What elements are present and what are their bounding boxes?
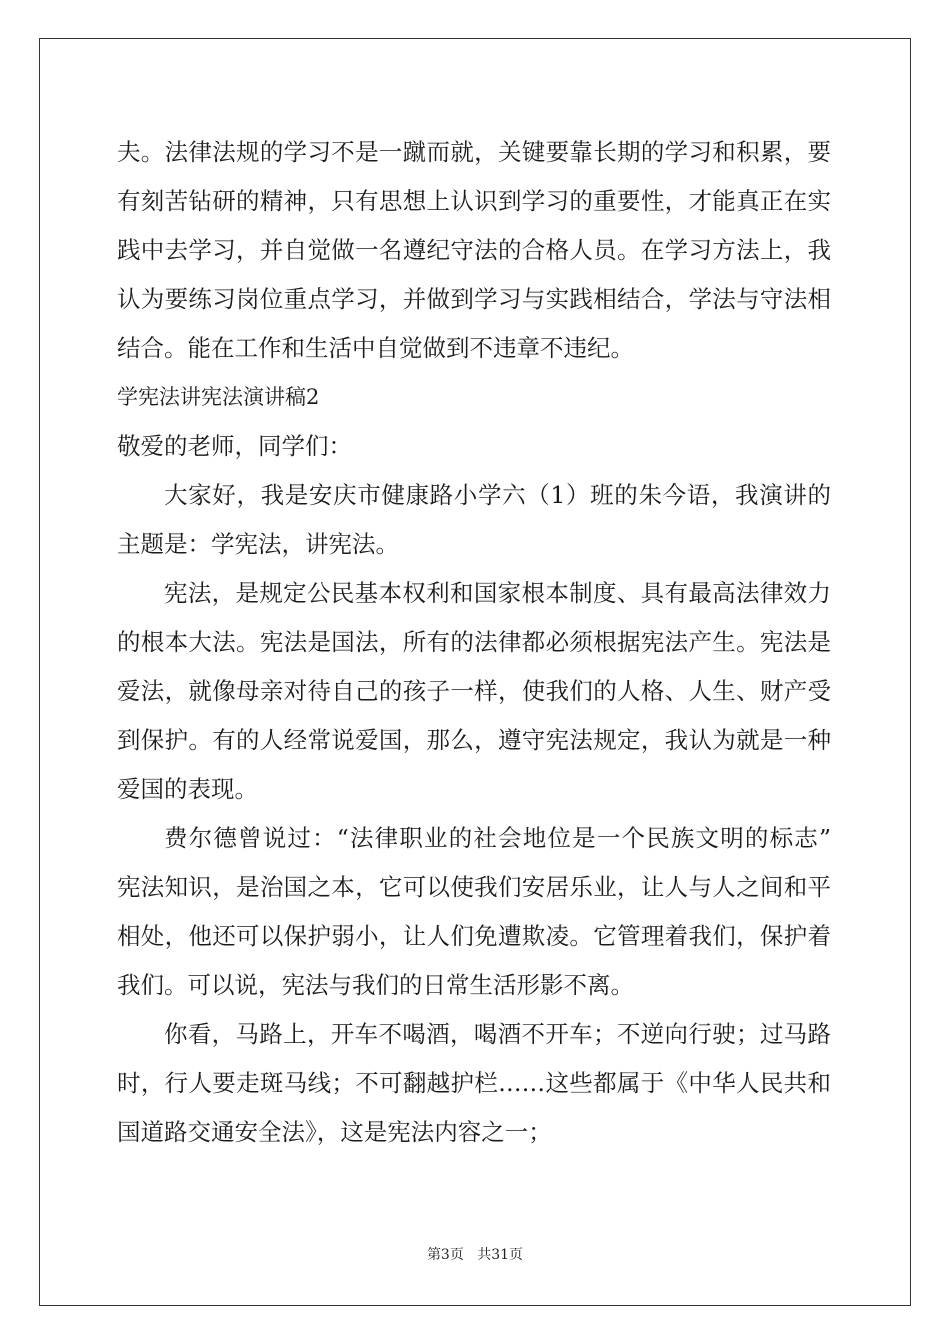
text-line: 宪法，是规定公民基本权利和国家根本制度、具有最高法律效力 — [164, 579, 831, 607]
page-footer — [0, 1244, 950, 1264]
text-line: 爱国的表现。 — [117, 775, 258, 803]
text-line: 国道路交通安全法》，这是宪法内容之一； — [117, 1118, 552, 1146]
document-body — [117, 128, 831, 1157]
text-line: 爱法，就像母亲对待自己的孩子一样，使我们的人格、人生、财产受 — [117, 677, 831, 705]
text-line: 大家好，我是安庆市健康路小学六（1）班的朱今语，我演讲的 — [164, 481, 831, 509]
text-line: 费尔德曾说过：“法律职业的社会地位是一个民族文明的标志” — [164, 824, 831, 852]
text-line: 夫。法律法规的学习不是一蹴而就，关键要靠长期的学习和积累，要 — [117, 138, 831, 166]
salutation: 敬爱的老师，同学们： — [117, 432, 352, 460]
text-line: 结合。能在工作和生活中自觉做到不违章不违纪。 — [117, 334, 634, 362]
text-line: 相处，他还可以保护弱小，让人们免遭欺凌。它管理着我们，保护着 — [117, 922, 831, 950]
page-number: 第3页 — [426, 1247, 464, 1263]
text-line: 宪法知识，是治国之本，它可以使我们安居乐业，让人与人之间和平 — [117, 873, 831, 901]
text-line: 时，行人要走斑马线；不可翻越护栏……这些都属于《中华人民共和 — [117, 1069, 831, 1097]
text-line: 有刻苦钻研的精神，只有思想上认识到学习的重要性，才能真正在实 — [117, 187, 831, 215]
text-line: 的根本大法。宪法是国法，所有的法律都必须根据宪法产生。宪法是 — [117, 628, 831, 656]
text-line: 主题是：学宪法，讲宪法。 — [117, 530, 399, 558]
text-line: 我们。可以说，宪法与我们的日常生活形影不离。 — [117, 971, 634, 999]
text-line: 践中去学习，并自觉做一名遵纪守法的合格人员。在学习方法上，我 — [117, 236, 831, 264]
page-total: 共31页 — [477, 1247, 524, 1263]
section-title: 学宪法讲宪法演讲稿2 — [117, 385, 320, 409]
text-line: 到保护。有的人经常说爱国，那么，遵守宪法规定，我认为就是一种 — [117, 726, 831, 754]
text-line: 你看，马路上，开车不喝酒，喝酒不开车；不逆向行驶；过马路 — [164, 1020, 831, 1048]
text-line: 认为要练习岗位重点学习，并做到学习与实践相结合，学法与守法相 — [117, 285, 831, 313]
